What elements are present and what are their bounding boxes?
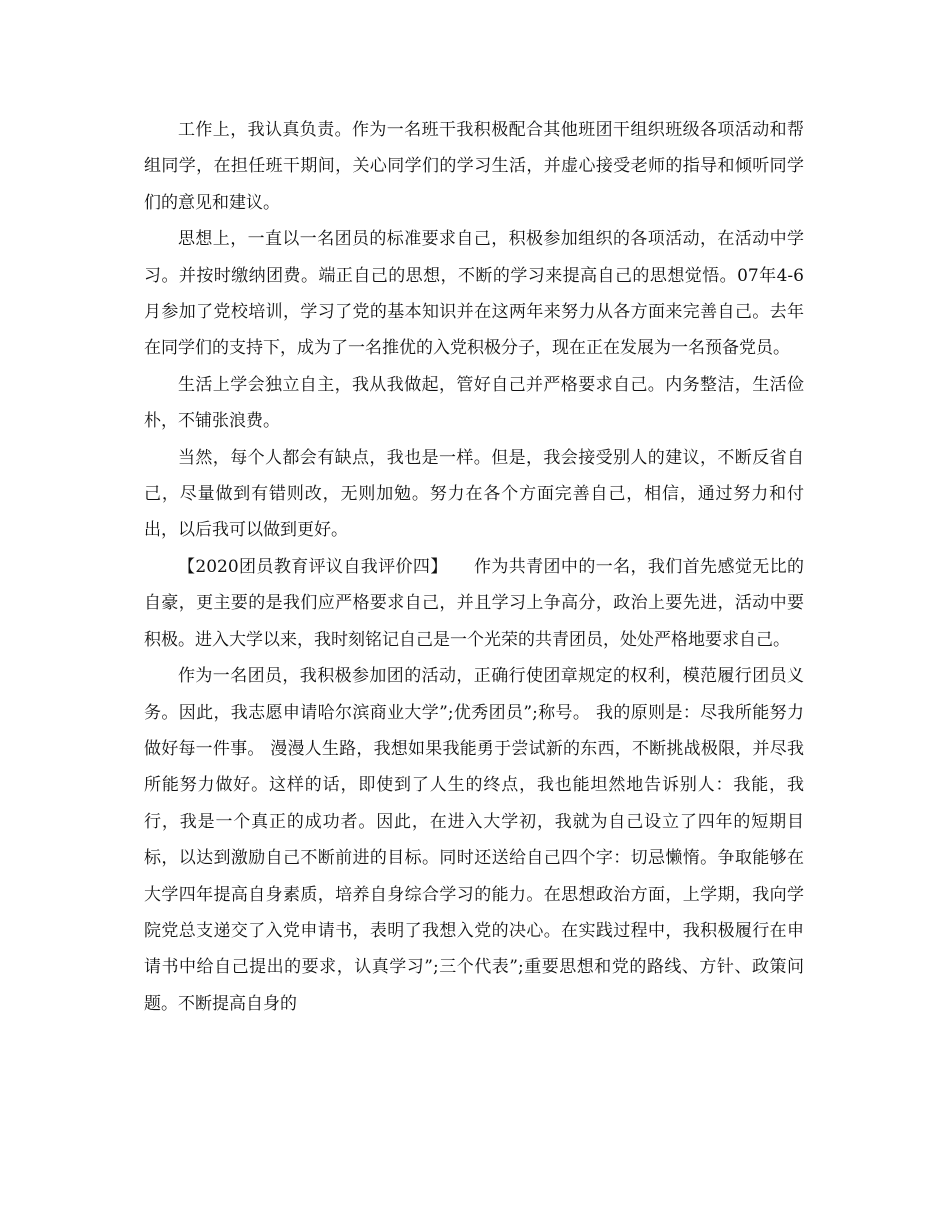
document-body — [144, 112, 804, 1022]
paragraph-life: 生活上学会独立自主，我从我做起，管好自己并严格要求自己。内务整洁，生活俭朴，不铺张浪费。 — [144, 374, 804, 432]
paragraph-work: 工作上，我认真负责。作为一名班干我积极配合其他班团干组织班级各项活动和帮组同学，在担任班干期间，关心同学们的学习生活，并虚心接受老师的指导和倾听同学们的意见和建议。 — [144, 120, 804, 213]
paragraph-thought: 思想上，一直以一名团员的标准要求自己，积极参加组织的各项活动，在活动中学习。并按时缴纳团费。端正自己的思想，不断的学习来提高自己的思想觉悟。07年4-6月参加了党校培训，学习了党的基本知识并在这两年来努力从各方面来完善自己。去年在同学们的支持下，成为了一名推优的入党积极分子，现在正在发展为一名预备党员。 — [144, 229, 804, 359]
paragraph-league-member: 作为一名团员，我积极参加团的活动，正确行使团章规定的权利，模范履行团员义务。因此，我志愿申请哈尔滨商业大学”;优秀团员”;称号。 我的原则是：尽我所能努力做好每一件事。 漫漫人生路，我想如果我能勇于尝试新的东西，不断挑战极限，并尽我所能努力做好。这样的话，即使到了人生的终点，我也能坦然地告诉别人：我能，我行，我是一个真正的成功者。因此，在进入大学初，我就为自己设立了四年的短期目标，以达到激励自己不断前进的目标。同时还送给自己四个字：切忌懒惰。争取能够在大学四年提高自身素质，培养自身综合学习的能力。在思想政治方面，上学期，我向学院党总支递交了入党申请书，表明了我想入党的决心。在实践过程中，我积极履行在申请书中给自己提出的要求，认真学习”;三个代表”;重要思想和党的路线、方针、政策问题。不断提高自身的 — [144, 666, 804, 1014]
paragraph-section-four: 【2020团员教育评议自我评价四】 作为共青团中的一名，我们首先感觉无比的自豪，更主要的是我们应严格要求自己，并且学习上争高分，政治上要先进，活动中要积极。进入大学以来，我时刻铭记自己是一个光荣的共青团员，处处严格地要求自己。 — [144, 556, 804, 650]
paragraph-shortcomings: 当然，每个人都会有缺点，我也是一样。但是，我会接受别人的建议，不断反省自己，尽量做到有错则改，无则加勉。努力在各个方面完善自己，相信，通过努力和付出，以后我可以做到更好。 — [144, 447, 804, 541]
